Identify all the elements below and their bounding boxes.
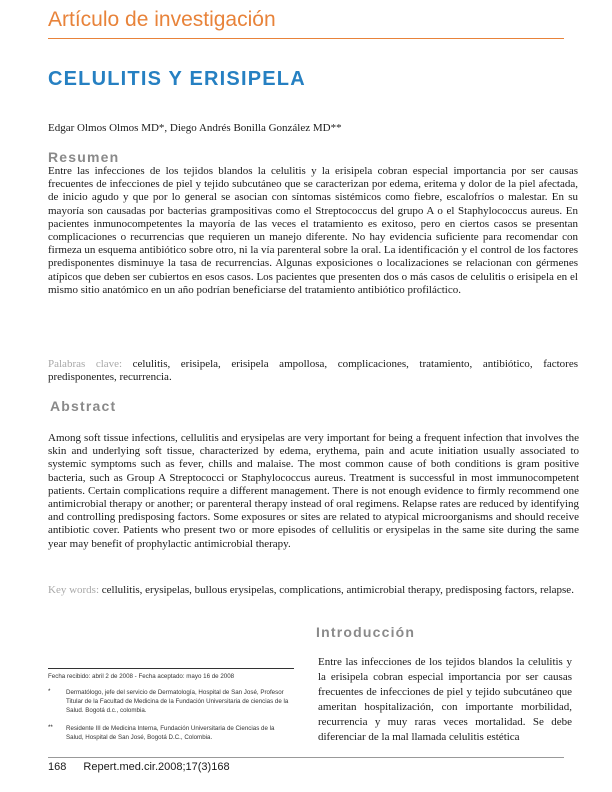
abstract-keywords xyxy=(48,584,579,597)
page-number: 168 xyxy=(48,761,67,773)
footnote-dates: Fecha recibido: abril 2 de 2008 - Fecha aceptado: mayo 16 de 2008 xyxy=(48,673,235,680)
introduccion-body: Entre las infecciones de los tejidos blandos la celulitis y la erisipela cobran especial importancia por ser causas frecuentes de infecciones de piel y tejido subcutáneo que ameritan hospitalización, con importante morbilidad, recurrencia y muy raras veces mortalidad. Se debe diferenciar de la mal llamada celulitis estética xyxy=(318,656,572,743)
abstract-body: Among soft tissue infections, cellulitis and erysipelas are very important for being a frequent infection that involves the skin and underlying soft tissue, characterized by edema, erythema, pain and acute initiation usually associated to systemic symptoms such as fever, chills and malaise. The most common cause of both conditions is gram positive bacteria, such as Group A Streptococci or Staphylococcus aureus. Treatment is successful in most immunocompetent patients. Certain complications require a different management. There is not enough evidence to firmly recommend one antimicrobial therapy or another; or parenteral therapy instead of oral regimens. Relapse rates are reduced by identifying and controlling predisposing factors. Some exposures or sites are related to atypical microorganisms and should receive antibiotic cover. Patients who present two or more episodes of cellulitis or erysipelas in the same site during the same year may benefit of prophylactic antimicrobial therapy. xyxy=(48,432,579,550)
abstract-heading: Abstract xyxy=(50,398,117,414)
resumen-keywords-text: celulitis, erisipela, erisipela ampollosa, complicaciones, tratamiento, antibiótico, factores predisponentes, recurrencia. xyxy=(48,358,579,384)
footnote-2: Residente III de Medicina Interna, Fundación Universitaria de Ciencias de la Salud, Hospital de San José, Bogotá D.C., Colombia. xyxy=(66,725,275,741)
journal-citation: Repert.med.cir.2008;17(3)168 xyxy=(83,761,230,773)
abstract-keywords-label: Key words: xyxy=(48,584,100,596)
page-footer-rule xyxy=(48,757,564,758)
header-rule xyxy=(48,38,564,39)
authors: Edgar Olmos Olmos MD*, Diego Andrés Bonilla González MD** xyxy=(48,122,342,134)
section-label: Artículo de investigación xyxy=(48,8,276,31)
article-title: CELULITIS Y ERISIPELA xyxy=(48,68,306,90)
resumen-keywords xyxy=(48,358,578,384)
footnote-1: Dermatólogo, jefe del servicio de Dermatología, Hospital de San José, Profesor Titular de la Facultad de Medicina de la Fundación Universitaria de ciencias de la Salud. Bogotá d.c., colombia. xyxy=(66,689,289,714)
footnote-rule xyxy=(48,668,294,669)
introduccion-heading: Introducción xyxy=(316,624,416,640)
footnote-mark-1: * xyxy=(48,688,51,695)
resumen-keywords-label: Palabras clave: xyxy=(48,358,123,370)
resumen-body: Entre las infecciones de los tejidos blandos la celulitis y la erisipela cobran especial importancia por ser causas frecuentes de infecciones de piel y tejido subcutáneo que se caracterizan por edema, eritema y dolor de la piel afectada, de inicio agudo y que por lo general se asocian con síntomas sistémicos como fiebre, escalofríos o malestar. En su mayoría son causadas por bacterias grampositivas como el Streptococcus del grupo A o el Staphylococcus aureus. En pacientes inmunocompetentes la mayoría de las veces el tratamiento es exitoso, pero en ciertos casos se presentan complicaciones o recurrencias que requieren un manejo diferente. No hay evidencia suficiente para recomendar con firmeza un esquema antibiótico sobre otro, ni la vía parenteral sobre la oral. La identificación y el control de los factores predisponentes disminuye la tasa de recurrencias. Algunas exposiciones o localizaciones se relacionan con gérmenes atípicos que deben ser cubiertos en esos casos. Los pacientes que presenten dos o más casos de celulitis o erisipela en el mismo sitio anatómico en un año podrían beneficiarse del tratamiento antibiótico profiláctico. xyxy=(48,165,578,296)
abstract-keywords-text: cellulitis, erysipelas, bullous erysipelas, complications, antimicrobial therapy, predisposing factors, relapse. xyxy=(101,584,574,596)
resumen-heading: Resumen xyxy=(48,149,120,165)
page-footer xyxy=(48,761,230,773)
footnote-mark-2: ** xyxy=(48,724,53,731)
